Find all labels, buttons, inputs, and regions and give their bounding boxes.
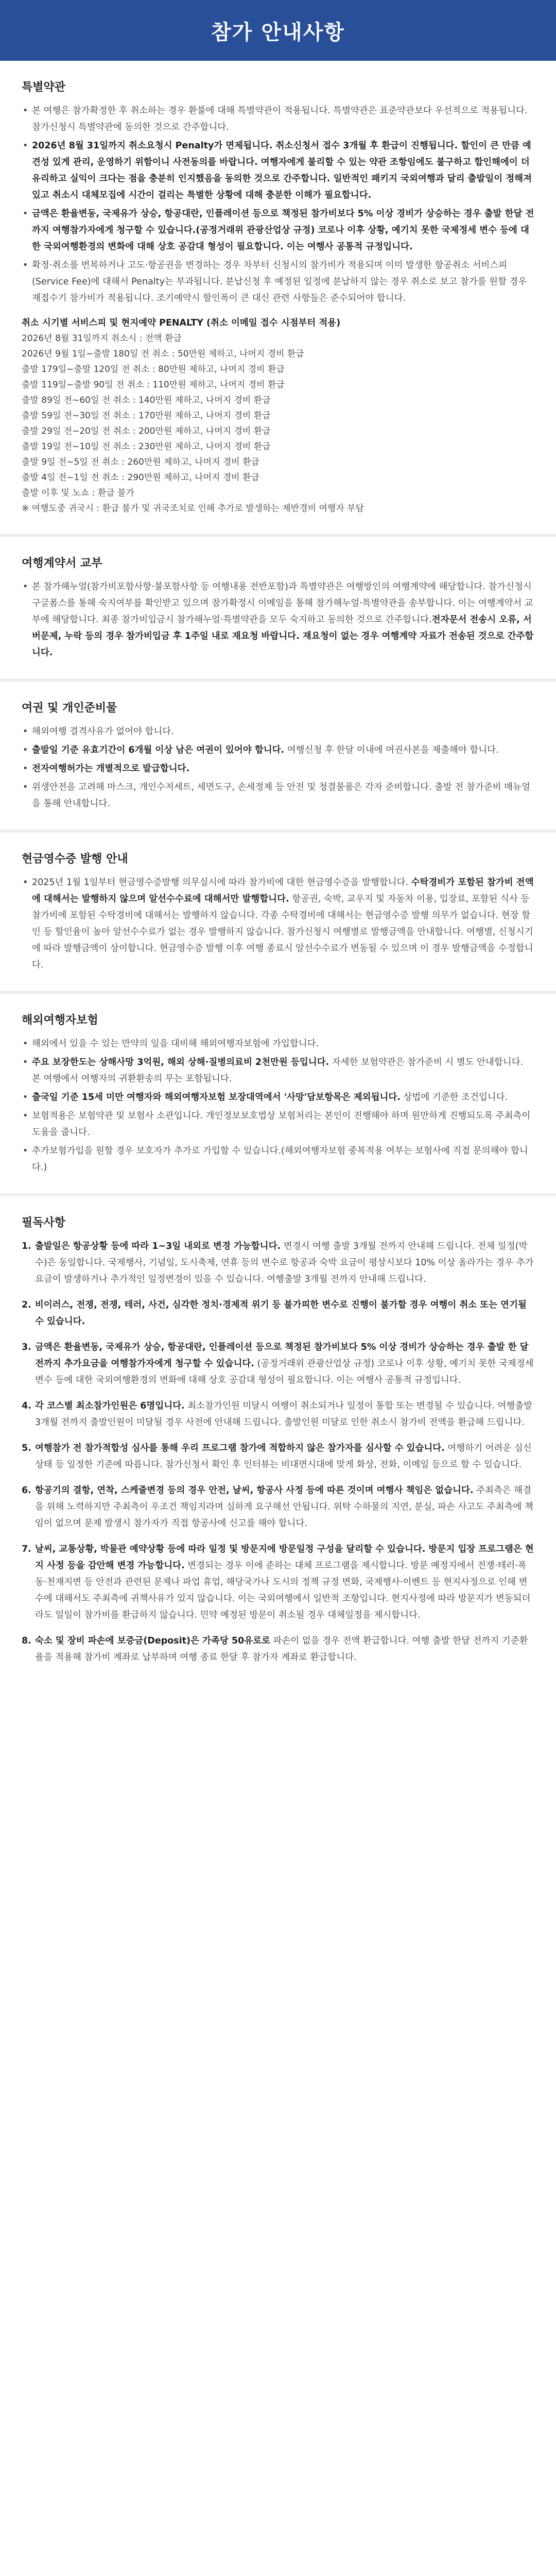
item-number: 7. [22,1544,31,1554]
bullet-list [22,103,534,307]
schedule-row: 출발 4일 전~1일 전 취소 : 290만원 제하고, 나머지 경비 환급 [22,472,259,483]
item-text: 자세한 보험약관은 참가준비 시 별도 안내합니다. 본 여행에서 여행자의 귀환환송의 무는 포함됩니다. [32,1057,524,1084]
item-bold-text: 수탁경비가 포함된 참가비 전액에 대해서는 발행하지 않으며 알선수수료에 대해서만 발행합니다. [32,877,534,904]
special-terms-section [0,61,556,516]
item-text: 보험적용은 보험약관 및 보험사 소관입니다. 개인정보보호법상 보험처리는 본인이 진행해야 하며 원만하게 진행되도록 주최측이 도움을 줍니다. [32,1111,531,1138]
list-item [22,1143,534,1176]
item-text: 해외에서 있을 수 있는 만약의 일을 대비해 해외여행자보험에 가입합니다. [32,1039,319,1049]
list-item [22,138,534,204]
item-number: 2. [22,1300,31,1310]
item-bold-text: 출국일 기준 15세 미만 여행자와 해외여행자보험 보장대역에서 '사망'담보항목은 제외됩니다. [32,1092,401,1103]
schedule-row: 2026년 9월 1일~출발 180일 전 취소 : 50만원 제하고, 나머지 경비 환급 [22,349,304,359]
item-text: 위생안전을 고려해 마스크, 개인수저세트, 세면도구, 손세정제 등 안전 및 청결물품은 각자 준비합니다. 출발 전 참가준비 매뉴얼을 통해 안내합니다. [32,782,530,809]
section-title: 필독사항 [22,1216,66,1229]
item-number: 8. [22,1636,31,1646]
item-text: 파손이 없을 경우 전액 환급합니다. 여행 출발 한달 전까지 기준환율을 적용해 참가비 계좌로 납부하며 여행 종료 한달 후 참가자 계좌로 환급합니다. [35,1636,528,1663]
item-text: 최소참가인원 미달시 여행이 취소되거나 일정이 통합 또는 변경될 수 있습니다. 여행출발 3개월 전까지 출발인원이 미달될 경우 사전에 안내해 드립니다. 출발인원 미달로 인한 취소시 참가비 전액을 환급해 드립니다. [35,1401,533,1428]
schedule-row: 출발 29일 전~20일 전 취소 : 200만원 제하고, 나머지 경비 환급 [22,426,271,436]
item-bold-text: 출발일은 항공상황 등에 따라 1~3일 내외로 변경 가능합니다. [35,1241,281,1251]
item-bold-text: 항공기의 결항, 연착, 스케줄변경 등의 경우 안전, 날씨, 항공사 사정 등에 따른 것이며 여행사 책임은 없습니다. [35,1485,474,1496]
item-text: 본 여행은 참가확정한 후 취소하는 경우 환불에 대해 특별약관이 적용됩니다. 특별약관은 표준약관보다 우선적으로 적용됩니다. 참가신청시 특별약관에 동의한 것으로 간주합니다. [32,106,528,132]
list-item [22,874,534,973]
list-item [22,1054,534,1087]
item-number: 5. [22,1443,31,1453]
item-text: 상법에 기준한 조건입니다. [400,1092,508,1103]
list-item [22,257,534,307]
schedule-title: 취소 시기별 서비스피 및 현지예약 PENALTY (취소 이메일 접수 시점부터 적용) [22,318,341,328]
list-item [22,1398,534,1431]
notes-section [0,1196,556,1666]
bullet-list [22,723,534,812]
schedule-row: 출발 19일 전~10일 전 취소 : 230만원 제하고, 나머지 경비 환급 [22,442,271,452]
item-bold-text: 금액은 환율변동, 국제유가 상승, 항공대란, 인플레이션 등으로 책정된 참가비보다 5% 이상 경비가 상승하는 경우 출발 한달 전까지 여행참가자에게 청구할 수 있습니다.(공정거래위 관광산업상 규정) 코로나 이후 상황, 예기치 못한 국제정세 변수 등에 대한 국외여행환경의 변화에 대해 상호 공감대 형성이 필요합니다. 이는 여행사 공통적 규정입니다. [32,209,534,252]
item-text: 본 참가해누얼(참가비포함사항·불포함사항 등 여행내용 전반포함)과 특별약관은 여행방인의 여행계약에 해당합니다. 참가신청시 구글폼스를 통해 숙지여부를 확인받고 있으며 참가확정시 이메일을 통해 참가해누얼·특별약관을 송부합니다. 이는 여행계약서 교부에 해당합니다. 최종 참가비입금시 참가해누얼·특별약관을 모두 숙지하고 동의한 것으로 간주합니다. [32,582,533,625]
item-text: 항공권, 숙박, 교우지 및 자동차 이용, 입장료, 포함된 식사 등 참가비에 포함된 수탁경비에 대해서는 발행하지 않습니다. 각종 수탁경비에 대해서는 현금영수증 발행 의무가 없습니다. 현장 할인 등 할인율이 높아 알선수수료가 없는 경우 발행하지 않습니다. 참가신청시 여행별로 발행금액을 안내합니다. 여행별, 신청시기에 따라 발행금액이 상이합니다. 현금영수증 발행 이후 여행 종료시 알선수수료가 변동될 수 있으며 이 경우 발행금액을 수정합니다. [32,894,533,970]
list-item [22,779,534,812]
item-bold-text: 날씨, 교통상황, 박물관 예약상황 등에 따라 일정 및 방문지에 방문일정 구성을 달리할 수 있습니다. 방문지 입장 프로그램은 현지 사정 등을 감안해 변경 가능합니다. [35,1544,534,1571]
list-item [22,1036,534,1052]
list-item [22,1440,534,1473]
list-item [22,1297,534,1330]
item-bold-text: 전자여행허가는 개별적으로 발급합니다. [32,764,190,774]
item-bold-text: 2026년 8월 31일까지 취소요청시 Penalty가 면제됩니다. 취소신청서 접수 3개월 후 환급이 진행됩니다. 할인이 큰 만큼 예견성 있게 관리, 운영하기 위함이니 사전동의를 바랍니다. 여행자에게 불리할 수 있는 약관 조항임에도 불구하고 합인해에이 더 유리하고 실익이 크다는 점을 충분히 인지했음을 동의한 것으로 간주합니다. 일반적인 패키지 국외여행과 달리 출발일이 정해져 있고 취소시 대체모집에 시간이 걸리는 특별한 상황에 대해 충분한 이해가 필요합니다. [32,141,532,200]
schedule-row: 출발 59일 전~30일 전 취소 : 170만원 제하고, 나머지 경비 환급 [22,411,271,421]
section-title: 여권 및 개인준비물 [22,702,117,715]
list-item [22,206,534,255]
item-text: 여행하기 어려운 심신상태 등 일정한 기준에 따릅니다. 참가신청서 확인 후 인터뷰는 비대면시대에 맞게 화상, 전화, 이메일 등으로 할 수 있습니다. [35,1443,532,1470]
page-title: 참가 안내사항 [211,20,345,44]
schedule-row: 2026년 8월 31일까지 취소시 : 전액 환급 [22,333,182,344]
item-text: 2025년 1월 1일부터 현금영수증발행 의무실시에 따라 참가비에 대한 현금영수증을 발행합니다. [32,877,411,888]
item-bold-text: 주요 보장한도는 상해사망 3억원, 해외 상해·질병의료비 2천만원 등입니다. [32,1057,329,1067]
item-bold-text: 여행참가 전 참가적합성 심사를 통해 우리 프로그램 참가에 적합하지 않은 참가자를 심사할 수 있습니다. [35,1443,445,1453]
item-text: 변경되는 경우 이에 준하는 대체 프로그램을 제시합니다. 방문 예정지에서 전쟁·테러·폭동·천재지변 등 안전과 관련된 문제나 파업 휴업, 해당국가나 도시의 정책 규정 변화, 국제행사·이벤트 등 현지사정으로 인해 변수에 대해서도 주최측에 귀책사유가 있지 않습니다. 이는 국외여행에서 일반적 조항입니다. 현지사정에 따라 방문지가 변동되더라도 일일이 참가비를 환급하지 않습니다. 민약 예정된 방문이 취소될 경우 대체일정을 제시합니다. [35,1561,531,1620]
item-text: 여행신청 후 한달 이내에 여권사본을 제출해야 합니다. [284,745,499,755]
list-item [22,723,534,740]
list-item [22,1238,534,1287]
receipt-section [0,833,556,973]
item-text: (공정거래위 관광산업상 규정) 코로나 이후 상황, 예기치 못한 국제정세 변수 등에 대한 국외여행환경의 변화에 대해 상호 공감대 형성이 필요합니다. 이는 여행사 공통적 규정입니다. [35,1359,534,1385]
bullet-list [22,1036,534,1176]
schedule-row: 출발 9일 전~5일 전 취소 : 260만원 제하고, 나머지 경비 환급 [22,457,259,467]
list-item [22,760,534,777]
item-bold-text: 각 코스별 최소참가인원은 6명입니다. [35,1401,185,1411]
item-bold-text: 숙소 및 장비 파손에 보증금(Deposit)은 가족당 50유로로 [35,1636,270,1646]
schedule-row: 출발 89일 전~60일 전 취소 : 140만원 제하고, 나머지 경비 환급 [22,395,271,405]
schedule-row: 출발 이후 및 노쇼 : 환급 불가 [22,488,134,498]
item-bold-text: 비이러스, 전쟁, 전쟁, 테러, 사건, 심각한 정치·경제적 위기 등 불가피한 변수로 진행이 불가할 경우 여행이 취소 또는 연기될 수 있습니다. [35,1300,527,1327]
list-item [22,1339,534,1388]
cancellation-schedule [22,316,534,516]
item-text: 확정·취소를 번복하거나 고도·항공권을 변경하는 경우 차부터 신청시의 참가비가 적용되며 이미 발생한 항공취소 서비스피(Service Fee)에 대해서 Penalty는 부과됩니다. 분납신청 후 예정된 일정에 분납하지 않는 경우 취소로 보고 참가를 원할 경우 재접수기 참가비가 적용됩니다. 조기예약시 할인폭이 큰 대신 관련 사항들은 준수되어야 합니다. [32,260,527,303]
item-bold-text: 출발일 기준 유효기간이 6개월 이상 남은 여권이 있어야 합니다. [32,745,285,755]
insurance-section [0,994,556,1176]
section-title: 특별약관 [22,81,66,94]
passport-section [0,682,556,812]
contract-section [0,537,556,661]
item-number: 1. [22,1241,31,1251]
list-item [22,103,534,135]
numbered-list [22,1238,534,1666]
schedule-row: 출발 119일~출발 90일 전 취소 : 110만원 제하고, 나머지 경비 환급 [22,380,285,390]
section-title: 현금영수증 발행 안내 [22,853,128,866]
list-item [22,742,534,758]
list-item [22,1089,534,1106]
item-number: 6. [22,1485,31,1496]
item-bold-text: 전자문서 전송시 오류, 서버문제, 누락 등의 경우 참가비입금 후 1주일 내로 재요청 바랍니다. 재요청이 없는 경우 여행계약 자료가 전송된 것으로 간주합니다. [32,615,534,658]
page-header [0,0,556,61]
list-item [22,1482,534,1532]
list-item [22,1108,534,1141]
section-title: 여행계약서 교부 [22,557,102,570]
item-number: 4. [22,1401,31,1411]
schedule-row: ※ 여행도중 귀국시 : 환급 불가 및 귀국조치로 인해 추가로 발생하는 제반경비 여행자 부담 [22,503,364,514]
item-text: 변경시 여행 출발 3개월 전까지 안내해 드립니다. 전체 일정(박수)은 동일합니다. 국제행사, 기념일, 도시축제, 연휴 등의 변수로 항공과 숙박 요금이 평상시보다 10% 이상 올라가는 경우 추가요금이 발생하거나 추가적인 일정변경이 있을 수 있습니다. 여행출발 3개월 전까지 안내해 드립니다. [35,1241,534,1284]
bullet-list [22,579,534,661]
list-item [22,1541,534,1623]
item-number: 3. [22,1342,31,1352]
item-bold-text: 금액은 환율변동, 국제유가 상승, 항공대란, 인플레이션 등으로 책정된 참가비보다 5% 이상 경비가 상승하는 경우 출발 한 달 전까지 추가요금을 여행참가자에게 청구할 수 있습니다. [35,1342,529,1369]
schedule-row: 출발 179일~출발 120일 전 취소 : 80만원 제하고, 나머지 경비 환급 [22,364,285,375]
item-text: 해외여행 결격사유가 없어야 합니다. [32,726,174,737]
bullet-list [22,874,534,973]
list-item [22,579,534,661]
section-title: 해외여행자보험 [22,1014,98,1027]
item-text: 주최측은 해결을 위해 노력하지만 주최측이 우조건 책임지라며 심하게 요구해선 안됩니다. 위탁 수하물의 지연, 분실, 파손 사고도 주최측에 책임이 없으며 문제 발생시 참가자가 직접 항공사에 신고를 해야 합니다. [35,1485,533,1529]
list-item [22,1633,534,1666]
item-text: 추가보험가입을 원할 경우 보호자가 추가로 가입할 수 있습니다.(해외여행자보험 중복적용 여부는 보험사에 직접 문의해야 합니다.) [32,1146,528,1173]
